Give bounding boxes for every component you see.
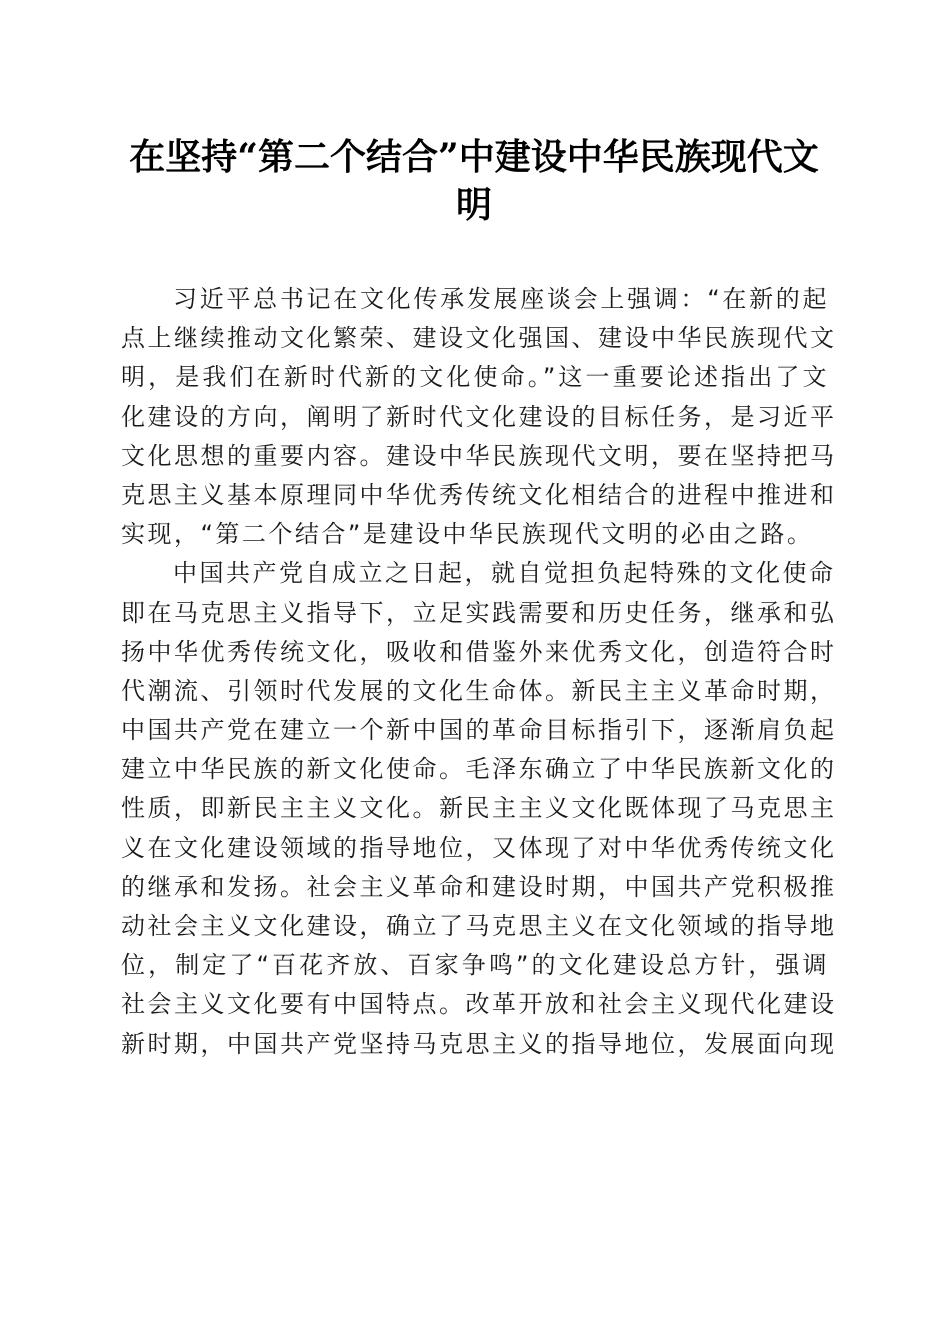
paragraph-1: [121, 280, 837, 554]
document-title: [118, 133, 830, 229]
text-line: 明，是我们在新时代新的文化使命。”这一重要论述指出了文: [121, 363, 829, 392]
text-line: 文化思想的重要内容。建设中华民族现代文明，要在坚持把马: [121, 441, 837, 470]
text-line: 实现，“第二个结合”是建设中华民族现代文明的必由之路。: [121, 520, 814, 549]
title-line-1: 在坚持“第二个结合”中建设中华民族现代文: [129, 136, 819, 178]
text-line: 动社会主义文化建设，确立了马克思主义在文化领域的指导地: [121, 912, 837, 940]
document-body: [121, 280, 837, 1064]
text-line: 建立中华民族的新文化使命。毛泽东确立了中华民族新文化的: [121, 755, 837, 784]
text-line: 克思主义基本原理同中华优秀传统文化相结合的进程中推进和: [121, 480, 837, 509]
text-line: 代潮流、引领时代发展的文化生命体。新民主主义革命时期，: [121, 676, 837, 705]
text-line: 性质，即新民主主义文化。新民主主义文化既体现了马克思主: [121, 794, 837, 823]
text-line: 扬中华优秀传统文化，吸收和借鉴外来优秀文化，创造符合时: [121, 637, 837, 666]
text-line: 位，制定了“百花齐放、百家争鸣”的文化建设总方针，强调: [121, 951, 829, 980]
text-line: 化建设的方向，阐明了新时代文化建设的目标任务，是习近平: [121, 402, 837, 431]
text-line: 新时期，中国共产党坚持马克思主义的指导地位，发展面向现: [121, 1029, 837, 1058]
text-line: 义在文化建设领域的指导地位，又体现了对中华优秀传统文化: [121, 833, 837, 862]
text-line: 中国共产党在建立一个新中国的革命目标指引下，逐渐肩负起: [121, 716, 837, 745]
text-line: 的继承和发扬。社会主义革命和建设时期，中国共产党积极推: [121, 872, 837, 901]
paragraph-2: [121, 554, 837, 1063]
text-line: 社会主义文化要有中国特点。改革开放和社会主义现代化建设: [121, 990, 837, 1019]
text-line: 即在马克思主义指导下，立足实践需要和历史任务，继承和弘: [121, 598, 837, 627]
text-line: 点上继续推动文化繁荣、建设文化强国、建设中华民族现代文: [121, 324, 837, 353]
title-line-2: 明: [455, 184, 492, 226]
text-line: 习近平总书记在文化传承发展座谈会上强调：“在新的起: [173, 285, 829, 313]
text-line: 中国共产党自成立之日起，就自觉担负起特殊的文化使命: [173, 559, 836, 588]
